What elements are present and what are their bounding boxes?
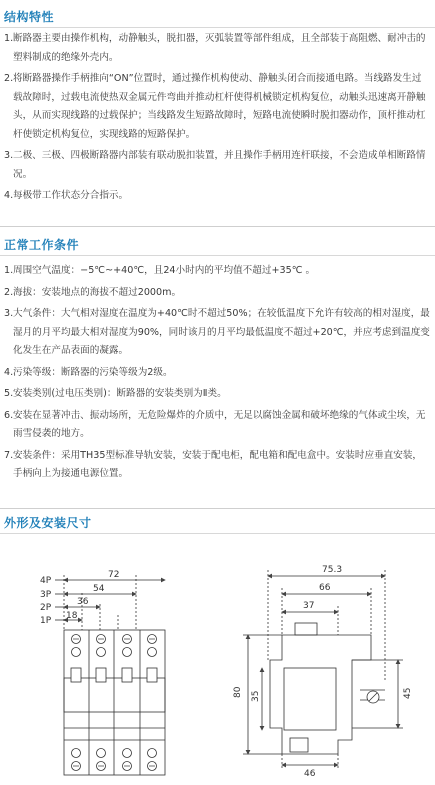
width-label-1p: 18 xyxy=(66,611,78,621)
item-number: 6. xyxy=(4,409,14,421)
pole-label: 3P xyxy=(40,590,52,600)
item-text: 安装在显著冲击、振动场所，无危险爆炸的介质中，无足以腐蚀金属和破坏绝缘的气体或尘埃，无雨雪侵袭的地方。 xyxy=(13,409,426,439)
pole-label: 2P xyxy=(40,603,52,613)
item-number: 1. xyxy=(4,33,14,44)
side-height-label: 80 xyxy=(233,686,243,698)
side-base-width-label: 46 xyxy=(304,769,316,779)
list-item xyxy=(4,305,430,361)
section-divider xyxy=(0,508,435,509)
section-divider xyxy=(0,226,435,227)
width-label-4p: 72 xyxy=(108,570,120,580)
width-label-3p: 54 xyxy=(93,584,105,594)
item-number: 4. xyxy=(4,190,14,201)
list-item xyxy=(4,147,430,184)
item-number: 2. xyxy=(4,286,14,298)
item-number: 3. xyxy=(4,308,14,319)
section-divider xyxy=(0,27,435,28)
list-item xyxy=(4,30,430,67)
item-number: 5. xyxy=(4,388,14,399)
list-item xyxy=(4,262,430,281)
item-number: 7. xyxy=(4,449,14,461)
item-text: 将断路器操作手柄推向“ON”位置时，通过操作机构使动、静触头闭合而接通电路。当线路发生过载故障时，过载电流使热双金属元件弯曲并推动杠杆使得机械锁定机构复位，动触头迅速离开静触头，从而实现线路的过载保护；当线路发生短路故障时，短路电流使瞬时脱扣器动作，顶杆推动杠杆使锁定机构复位，实现线路的短路保护。 xyxy=(13,73,426,140)
item-number: 2. xyxy=(4,73,14,84)
list-item xyxy=(4,187,430,206)
list-item xyxy=(4,284,430,303)
dimension-drawings xyxy=(0,560,435,781)
side-mid-width-label: 66 xyxy=(319,583,331,593)
item-number: 4. xyxy=(4,366,14,378)
list-item xyxy=(4,447,430,484)
list-item xyxy=(4,385,430,404)
item-number: 3. xyxy=(4,150,14,161)
structure-list xyxy=(4,30,430,209)
pole-label: 4P xyxy=(40,576,52,586)
pole-label: 1P xyxy=(40,616,52,626)
side-inner-width-label: 37 xyxy=(303,601,315,611)
conditions-list xyxy=(4,262,430,487)
side-top-width-label: 75.3 xyxy=(322,565,343,575)
item-text: 大气条件：大气相对湿度在温度为+40℃时不超过50%；在较低温度下允许有较高的相对湿度，最湿月的月平均最大相对湿度为90%，同时该月的月平均最低温度不超过+20℃，并应考虑到温度变化发生在产品表面的凝露。 xyxy=(13,308,430,356)
item-text: 安装条件：采用TH35型标准导轨安装，安装于配电柜，配电箱和配电盒中。安装时应垂直安装，手柄向上为接通电源位置。 xyxy=(13,449,423,479)
list-item xyxy=(4,70,430,144)
list-item xyxy=(4,364,430,383)
item-text: 海拔：安装地点的海拔不超过2000m。 xyxy=(13,286,182,298)
section-title-structure: 结构特性 xyxy=(4,10,55,24)
side-body-height-label: 45 xyxy=(403,687,413,699)
list-item xyxy=(4,407,430,444)
side-rail-height-label: 35 xyxy=(251,690,261,702)
dimension-drawing-svg xyxy=(0,560,435,781)
width-label-2p: 36 xyxy=(77,597,89,607)
item-text: 周围空气温度：−5℃~+40℃，且24小时内的平均值不超过+35℃ 。 xyxy=(13,265,316,276)
section-divider xyxy=(0,255,435,256)
item-text: 每极带工作状态分合指示。 xyxy=(13,190,129,201)
item-text: 污染等级：断路器的污染等级为2级。 xyxy=(13,366,173,378)
item-text: 断路器主要由操作机构，动静触头，脱扣器，灭弧装置等部件组成，且全部装于高阻燃、耐冲击的塑料制成的绝缘外壳内。 xyxy=(13,33,426,63)
item-text: 安装类别(过电压类别)：断路器的安装类别为Ⅱ类。 xyxy=(13,388,227,399)
section-divider xyxy=(0,533,435,534)
section-title-conditions: 正常工作条件 xyxy=(4,238,80,252)
item-text: 二极、三极、四极断路器内部装有联动脱扣装置，并且操作手柄用连杆联接，不会造成单相断路情况。 xyxy=(13,150,426,180)
item-number: 1. xyxy=(4,265,14,276)
section-title-dimensions: 外形及安装尺寸 xyxy=(4,516,92,530)
